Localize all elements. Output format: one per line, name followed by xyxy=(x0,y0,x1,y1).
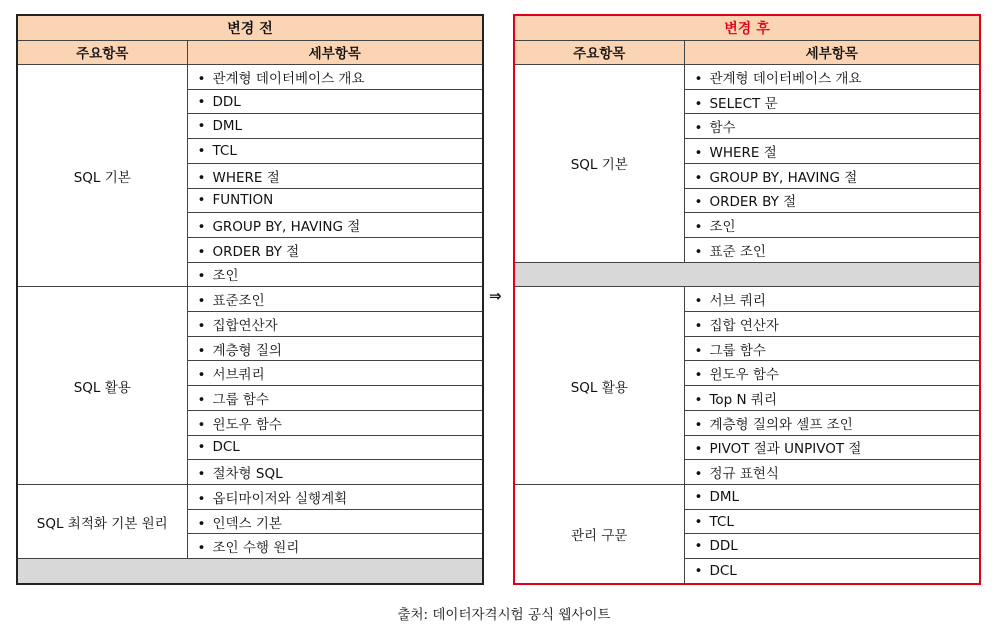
sub-item: • DCL xyxy=(684,559,980,584)
main-category: SQL 기본 xyxy=(514,65,684,263)
sub-item: • DML xyxy=(684,484,980,509)
spacer-cell xyxy=(514,262,980,287)
table-row xyxy=(514,287,980,312)
sub-item: • GROUP BY, HAVING 절 xyxy=(684,163,980,188)
sub-item: • 그룹 함수 xyxy=(684,336,980,361)
sub-item: • 윈도우 함수 xyxy=(684,361,980,386)
spacer-cell xyxy=(17,559,483,584)
after-header-sub: 세부항목 xyxy=(684,40,980,65)
sub-item: • 집합 연산자 xyxy=(684,312,980,337)
sub-item: • ORDER BY 절 xyxy=(684,188,980,213)
sub-item: • 인덱스 기본 xyxy=(187,509,483,534)
sub-item: • WHERE 절 xyxy=(187,163,483,188)
sub-item: • ORDER BY 절 xyxy=(187,237,483,262)
sub-item: • 서브쿼리 xyxy=(187,361,483,386)
sub-item: • SELECT 문 xyxy=(684,89,980,114)
main-category: SQL 기본 xyxy=(17,65,187,287)
sub-item: • DDL xyxy=(684,534,980,559)
sub-item: • TCL xyxy=(187,139,483,164)
sub-item: • 함수 xyxy=(684,114,980,139)
table-row xyxy=(514,65,980,90)
sub-item: • GROUP BY, HAVING 절 xyxy=(187,213,483,238)
sub-item: • 표준 조인 xyxy=(684,237,980,262)
before-header-main: 주요항목 xyxy=(17,40,187,65)
sub-item: • WHERE 절 xyxy=(684,139,980,164)
sub-item: • 조인 수행 원리 xyxy=(187,534,483,559)
main-category: 관리 구문 xyxy=(514,484,684,584)
sub-item: • 그룹 함수 xyxy=(187,386,483,411)
sub-item: • 서브 쿼리 xyxy=(684,287,980,312)
before-header-sub: 세부항목 xyxy=(187,40,483,65)
sub-item: • 관계형 데이터베이스 개요 xyxy=(187,65,483,90)
sub-item: • 조인 xyxy=(187,262,483,287)
main-category: SQL 활용 xyxy=(514,287,684,485)
main-category: SQL 최적화 기본 원리 xyxy=(17,484,187,558)
sub-item: • FUNTION xyxy=(187,188,483,213)
sub-item: • TCL xyxy=(684,509,980,534)
sub-item: • 윈도우 함수 xyxy=(187,410,483,435)
main-category: SQL 활용 xyxy=(17,287,187,485)
sub-item: • 계층형 질의 xyxy=(187,336,483,361)
table-row xyxy=(17,65,483,90)
sub-item: • PIVOT 절과 UNPIVOT 절 xyxy=(684,435,980,460)
after-header-main: 주요항목 xyxy=(514,40,684,65)
before-table xyxy=(16,14,484,585)
source-caption: 출처: 데이터자격시험 공식 웹사이트 xyxy=(397,607,611,623)
table-row xyxy=(17,484,483,509)
sub-item: • 정규 표현식 xyxy=(684,460,980,485)
sub-item: • 옵티마이저와 실행계획 xyxy=(187,484,483,509)
after-table xyxy=(513,14,981,585)
spacer-row xyxy=(17,559,483,584)
sub-item: • 집합연산자 xyxy=(187,312,483,337)
right-arrow-icon: ⇒ xyxy=(489,287,502,305)
sub-item: • DDL xyxy=(187,89,483,114)
after-title: 변경 후 xyxy=(514,15,980,40)
spacer-row xyxy=(514,262,980,287)
before-title: 변경 전 xyxy=(17,15,483,40)
sub-item: • DML xyxy=(187,114,483,139)
table-row xyxy=(17,287,483,312)
table-row xyxy=(514,484,980,509)
sub-item: • 절차형 SQL xyxy=(187,460,483,485)
sub-item: • Top N 쿼리 xyxy=(684,386,980,411)
sub-item: • 표준조인 xyxy=(187,287,483,312)
sub-item: • DCL xyxy=(187,435,483,460)
sub-item: • 계층형 질의와 셀프 조인 xyxy=(684,410,980,435)
sub-item: • 조인 xyxy=(684,213,980,238)
sub-item: • 관계형 데이터베이스 개요 xyxy=(684,65,980,90)
